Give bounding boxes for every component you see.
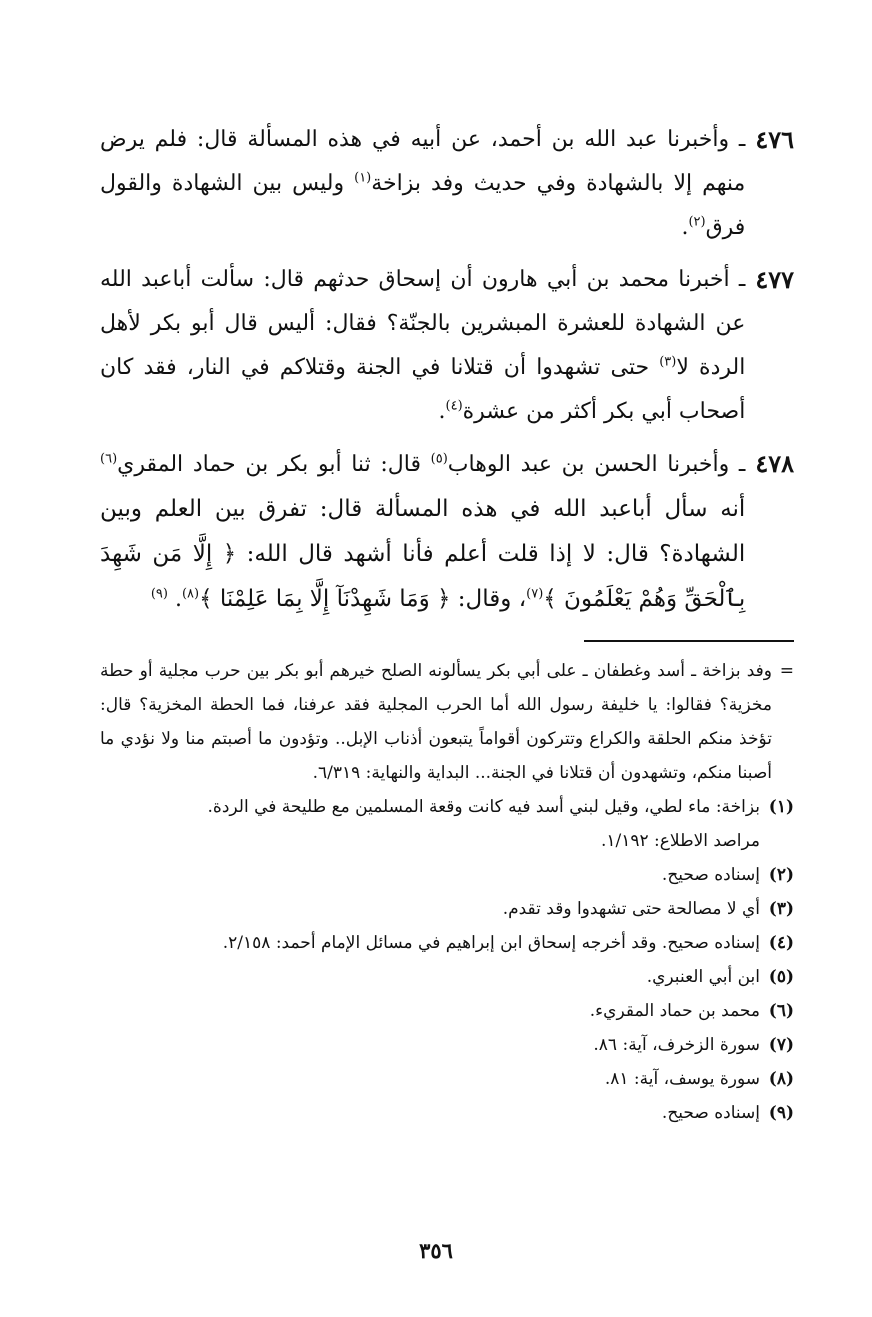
footnote-8 <box>100 1062 794 1096</box>
footnote-ref: (٣) <box>659 354 677 370</box>
continuation-marker: = <box>779 661 794 681</box>
footnote-9 <box>100 1096 794 1130</box>
entry-text: ـ وأخبرنا عبد الله بن أحمد، عن أبيه في هذه المسألة قال: فلم يرض منهم إلا بالشهادة وفي حديث وفد بزاخة$^{(١)}$ وليس بين الشهادة والقول فرق$^{(٢)}$. <box>100 127 746 240</box>
footnote-label: (٦) <box>768 1001 794 1021</box>
footnote-text: إسناده صحيح. <box>661 1103 760 1123</box>
footnote-label: (٨) <box>768 1069 794 1089</box>
footnote-label: (٢) <box>768 865 794 885</box>
footnote-label: (١) <box>768 797 794 817</box>
footnote-3 <box>100 892 794 926</box>
footnote-text: أي لا مصالحة حتى تشهدوا وقد تقدم. <box>502 899 760 919</box>
entry-text: ـ وأخبرنا الحسن بن عبد الوهاب$^{(٥)}$ قال: ثنا أبو بكر بن حماد المقري$^{(٦)}$ أنه سأل أباعبد الله في هذه المسألة قال: تفرق بين العلم وبين الشهادة؟ قال: لا إذا قلت أعلم فأنا أشهد قال الله: ﴿ إِلَّا مَن شَهِدَ بِٱلْحَقِّ وَهُمْ يَعْلَمُونَ ﴾$^{(٧)}$، وقال: ﴿ وَمَا شَهِدْنَآ إِلَّا بِمَا عَلِمْنَا ﴾$^{(٨)}$. $^{(٩)}$ <box>100 451 746 612</box>
quran-verse: أنه سأل أباعبد الله في هذه المسألة قال: تفرق بين العلم وبين الشهادة؟ قال: لا إذا قلت أعلم فأنا أشهد قال الله: ﴿ إِلَّا مَن شَهِدَ بِٱلْحَقِّ وَهُمْ يَعْلَمُونَ ﴾ <box>100 496 746 612</box>
footnote-text: ابن أبي العنبري. <box>646 967 760 987</box>
entry-478 <box>100 442 794 622</box>
entry-number: ٤٧٦ <box>755 125 794 154</box>
footnote-2 <box>100 858 794 892</box>
footnote-continuation <box>100 654 794 790</box>
footnote-ref: (٧) <box>526 586 544 602</box>
footnote-ref: (٢) <box>688 214 706 230</box>
footnote-text: إسناده صحيح. وقد أخرجه إسحاق ابن إبراهيم في مسائل الإمام أحمد: ٢/١٥٨. <box>222 933 760 953</box>
entry-476 <box>100 118 794 250</box>
footnote-text: سورة الزخرف، آية: ٨٦. <box>593 1035 760 1055</box>
entry-text: ـ أخبرنا محمد بن أبي هارون أن إسحاق حدثهم قال: سألت أباعبد الله عن الشهادة للعشرة المبشرين بالجنّة؟ فقال: أليس قال أبو بكر لأهل الردة لا$^{(٣)}$ حتى تشهدوا أن قتلانا في الجنة وقتلاكم في النار، فقد كان أصحاب أبي بكر أكثر من عشرة$^{(٤)}$. <box>100 267 746 424</box>
footnote-divider <box>584 640 794 642</box>
footnote-text: بزاخة: ماء لطي، وقيل لبني أسد فيه كانت وقعة المسلمين مع طليحة في الردة. <box>207 797 760 817</box>
footnote-ref: (٤) <box>445 398 463 414</box>
footnote-label: (٥) <box>768 967 794 987</box>
footnote-label: (٩) <box>768 1103 794 1123</box>
footnote-ref: (١) <box>354 170 372 186</box>
footnote-4 <box>100 926 794 960</box>
footnote-7 <box>100 1028 794 1062</box>
footnote-label: (٣) <box>768 899 794 919</box>
footnote-text: مراصد الاطلاع: ١/١٩٢. <box>600 831 760 851</box>
continuation-text: وفد بزاخة ـ أسد وغطفان ـ على أبي بكر يسألونه الصلح خيرهم أبو بكر بين حرب مجلية أو حطة مخزية؟ فقالوا: يا خليفة رسول الله أما الحرب المجلية فقد عرفنا، فما الحطة المخزية؟ قال: تؤخذ منكم الحلقة والكراع وتتركون أقواماً يتبعون أذناب الإبل.. وتؤدون ما أصبتم منا ولا نؤدي ما أصبنا منكم، وتشهدون أن قتلانا في الجنة... البداية والنهاية: ٦/٣١٩. <box>100 661 772 783</box>
footnote-text: سورة يوسف، آية: ٨١. <box>604 1069 760 1089</box>
entry-number: ٤٧٨ <box>755 449 794 478</box>
footnote-ref: (٩) <box>150 586 168 602</box>
footnote-label: (٤) <box>768 933 794 953</box>
entry-477 <box>100 258 794 434</box>
footnote-text: إسناده صحيح. <box>661 865 760 885</box>
footnote-text: محمد بن حماد المقريء. <box>589 1001 760 1021</box>
page-number: ٣٥٦ <box>419 1238 453 1263</box>
footnote-6 <box>100 994 794 1028</box>
footnote-1 <box>100 790 794 858</box>
footnote-label: (٧) <box>768 1035 794 1055</box>
entry-number: ٤٧٧ <box>755 265 794 294</box>
quran-verse: ، وقال: ﴿ وَمَا شَهِدْنَآ إِلَّا بِمَا عَلِمْنَا ﴾ <box>199 586 527 612</box>
footnote-5 <box>100 960 794 994</box>
footnote-ref: (٨) <box>181 586 200 602</box>
footnote-ref: (٥) <box>430 451 448 467</box>
footnote-ref: (٦) <box>100 451 118 467</box>
